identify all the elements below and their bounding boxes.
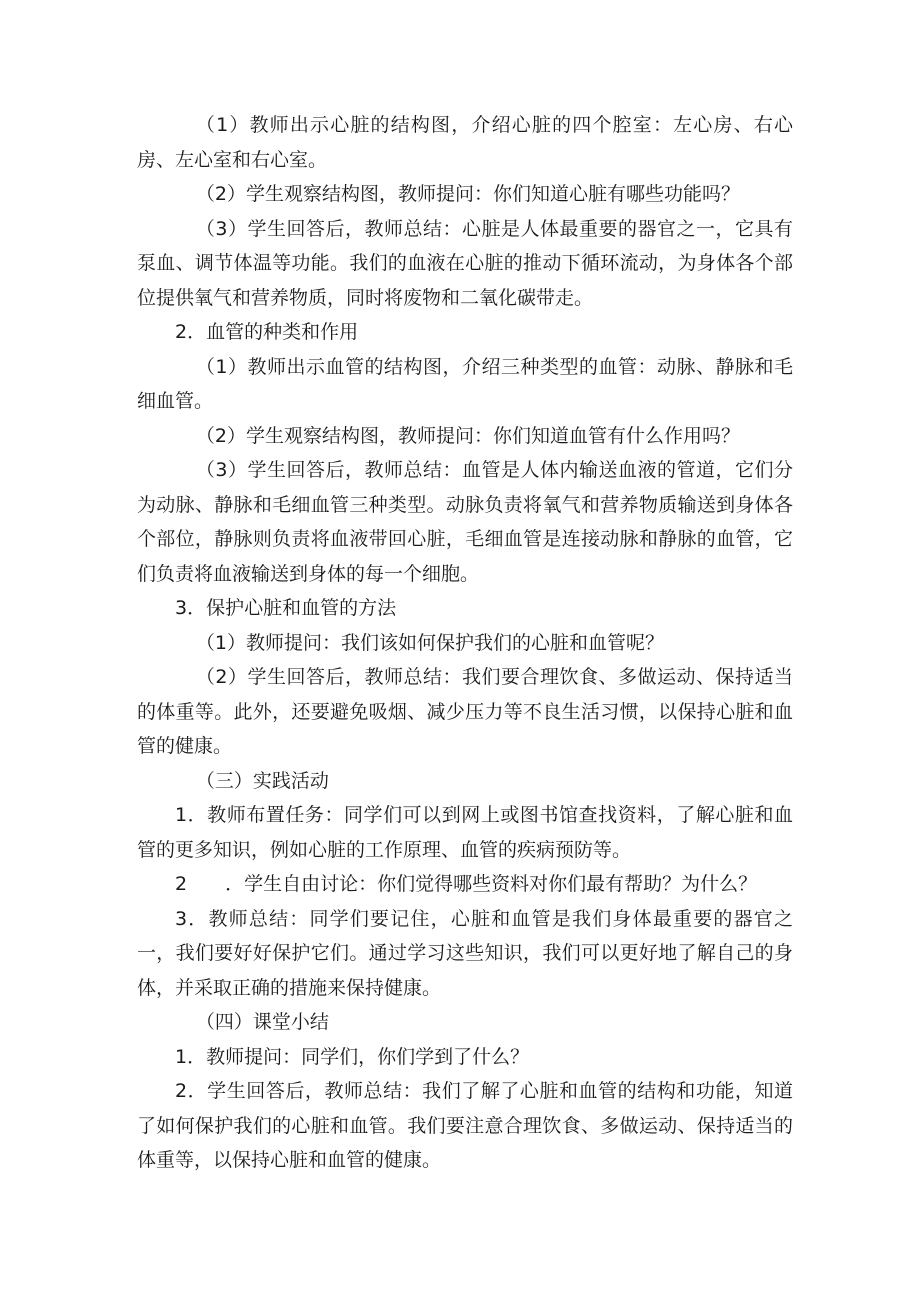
section-heading-practice: （三）实践活动 — [195, 769, 329, 792]
section-heading-vessel-types: 2．血管的种类和作用 — [175, 321, 359, 343]
paragraph-heart-summary: （3）学生回答后，教师总结：心脏是人体最重要的器官之一，它具有泵血、调节体温等功能。我们的血液在心脏的推动下循环流动，为身体各个部位提供氧气和营养物质，同时将废物和二氧化碳带走。 — [137, 217, 793, 309]
paragraph-vessel-question: （2）学生观察结构图，教师提问：你们知道血管有什么作用吗？ — [195, 424, 740, 447]
paragraph-heart-function-question: （2）学生观察结构图，教师提问：你们知道心脏有哪些功能吗？ — [195, 183, 740, 205]
paragraph-protection-question: （1）教师提问：我们该如何保护我们的心脏和血管呢？ — [195, 631, 664, 654]
paragraph-practice-discussion: 2 ．学生自由讨论：你们觉得哪些资料对你们最有帮助？为什么？ — [175, 873, 758, 895]
paragraph-summary-question: 1．教师提问：同学们，你们学到了什么？ — [175, 1045, 530, 1068]
paragraph-vessel-structure: （1）教师出示血管的结构图，介绍三种类型的血管：动脉、静脉和毛细血管。 — [137, 355, 793, 412]
section-heading-protection: 3．保护心脏和血管的方法 — [175, 597, 397, 619]
paragraph-summary-answer: 2．学生回答后，教师总结：我们了解了心脏和血管的结构和功能，知道了如何保护我们的心脏和血管。我们要注意合理饮食、多做运动、保持适当的体重等，以保持心脏和血管的健康。 — [137, 1080, 793, 1171]
paragraph-practice-summary: 3．教师总结：同学们要记住，心脏和血管是我们身体最重要的器官之一，我们要好好保护它们。通过学习这些知识，我们可以更好地了解自己的身体，并采取正确的措施来保持健康。 — [137, 907, 793, 999]
section-heading-class-summary: （四）课堂小结 — [195, 1011, 329, 1033]
paragraph-practice-task: 1．教师布置任务：同学们可以到网上或图书馆查找资料，了解心脏和血管的更多知识，例如心脏的工作原理、血管的疾病预防等。 — [137, 804, 793, 861]
paragraph-vessel-summary: （3）学生回答后，教师总结：血管是人体内输送血液的管道，它们分为动脉、静脉和毛细血管三种类型。动脉负责将氧气和营养物质输送到身体各个部位，静脉则负责将血液带回心脏，毛细血管是连接动脉和静脉的血管，它们负责将血液输送到身体的每一个细胞。 — [137, 459, 793, 585]
paragraph-protection-summary: （2）学生回答后，教师总结：我们要合理饮食、多做运动、保持适当的体重等。此外，还要避免吸烟、减少压力等不良生活习惯，以保持心脏和血管的健康。 — [137, 666, 793, 757]
paragraph-heart-structure: （1）教师出示心脏的结构图，介绍心脏的四个腔室：左心房、右心房、左心室和右心室。 — [137, 114, 793, 171]
document-body — [137, 108, 793, 1178]
